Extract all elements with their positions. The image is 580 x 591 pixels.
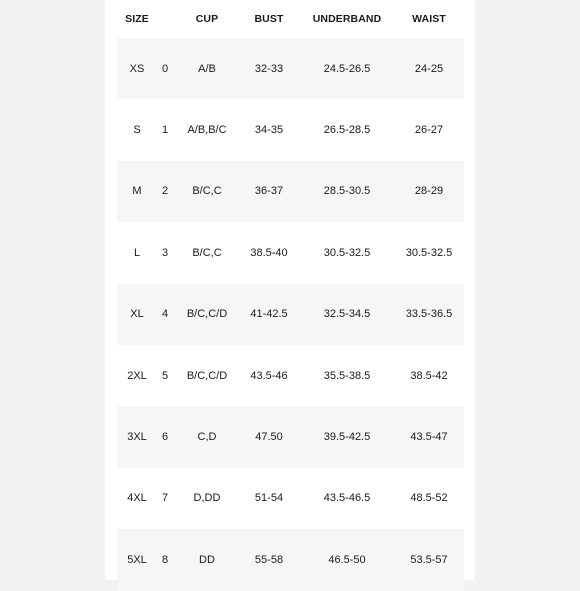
table-row [117, 406, 464, 467]
cell-size: S [133, 124, 141, 137]
table-row [117, 284, 464, 345]
table-row [117, 468, 464, 529]
cell-size: 4XL [127, 492, 147, 505]
cell-underband: 28.5-30.5 [323, 185, 371, 198]
cell-size: 3XL [127, 431, 147, 444]
cell-size: 2XL [127, 369, 147, 382]
cell-bust: 43.5-46 [250, 369, 288, 382]
cell-size: XL [130, 308, 144, 321]
cell-size: XS [129, 62, 145, 75]
cell-num: 0 [161, 62, 169, 75]
cell-size: M [132, 185, 142, 198]
cell-bust: 41-42.5 [250, 308, 288, 321]
cell-underband: 46.5-50 [328, 553, 366, 566]
cell-cup: B/C,C/D [186, 369, 228, 382]
table-header-row [117, 0, 464, 38]
cell-underband: 30.5-32.5 [323, 246, 371, 259]
cell-underband: 39.5-42.5 [323, 431, 371, 444]
cell-bust: 47.50 [255, 431, 283, 444]
cell-num: 3 [161, 246, 169, 259]
cell-num: 5 [161, 369, 169, 382]
table-row [117, 222, 464, 283]
cell-cup: B/C,C/D [186, 308, 228, 321]
cell-num: 8 [161, 553, 169, 566]
table-row [117, 38, 464, 99]
cell-bust: 32-33 [254, 62, 284, 75]
cell-num: 7 [161, 492, 169, 505]
cell-waist: 30.5-32.5 [405, 246, 453, 259]
cell-underband: 26.5-28.5 [323, 124, 371, 137]
cell-bust: 55-58 [254, 553, 284, 566]
table-row [117, 345, 464, 406]
header-underband: UNDERBAND [312, 13, 382, 25]
cell-cup: B/C,C [192, 246, 222, 259]
cell-num: 6 [161, 431, 169, 444]
cell-bust: 34-35 [254, 124, 284, 137]
cell-num: 1 [161, 124, 169, 137]
cell-cup: B/C,C [192, 185, 222, 198]
size-chart-table [117, 0, 464, 591]
header-waist: WAIST [412, 13, 446, 25]
table-row [117, 99, 464, 160]
cell-waist: 43.5-47 [410, 431, 448, 444]
cell-num: 4 [161, 308, 169, 321]
table-row [117, 529, 464, 590]
cell-bust: 51-54 [254, 492, 284, 505]
cell-underband: 43.5-46.5 [323, 492, 371, 505]
cell-underband: 32.5-34.5 [323, 308, 371, 321]
cell-cup: A/B,B/C [187, 124, 227, 137]
cell-underband: 35.5-38.5 [323, 369, 371, 382]
cell-cup: D,DD [193, 492, 221, 505]
cell-waist: 33.5-36.5 [405, 308, 453, 321]
cell-cup: C,D [197, 431, 217, 444]
header-size: SIZE [125, 13, 149, 25]
cell-cup: A/B [198, 62, 216, 75]
cell-bust: 38.5-40 [250, 246, 288, 259]
cell-waist: 38.5-42 [410, 369, 448, 382]
cell-waist: 28-29 [414, 185, 444, 198]
table-row [117, 161, 464, 222]
header-bust: BUST [254, 13, 284, 25]
cell-waist: 53.5-57 [410, 553, 448, 566]
cell-waist: 24-25 [414, 62, 444, 75]
cell-size: 5XL [127, 553, 147, 566]
cell-size: L [133, 246, 141, 259]
cell-cup: DD [199, 553, 215, 566]
cell-waist: 26-27 [414, 124, 444, 137]
cell-num: 2 [161, 185, 169, 198]
cell-underband: 24.5-26.5 [323, 62, 371, 75]
header-cup: CUP [195, 13, 219, 25]
cell-bust: 36-37 [254, 185, 284, 198]
cell-waist: 48.5-52 [410, 492, 448, 505]
